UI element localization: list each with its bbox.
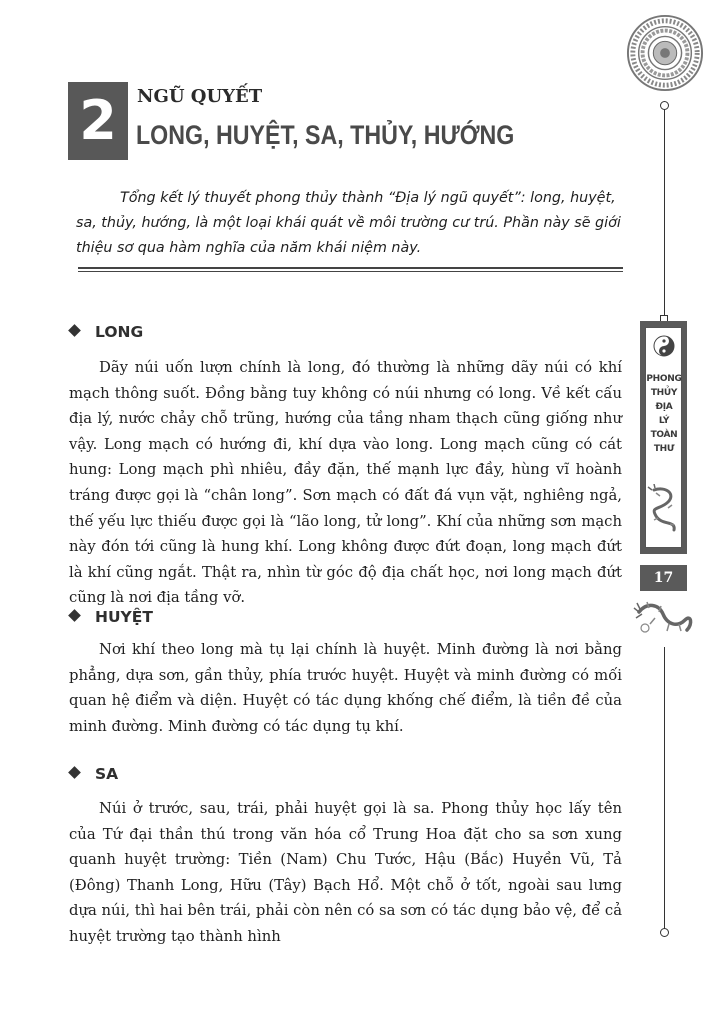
section-paragraph-huyet: Nơi khí theo long mà tụ lại chính là huyệt. Minh đường là nơi bằng phẳng, dựa sơn, gần thủy, phía trước huyệt. Huyệt và minh đường có mối quan hệ điểm và diện. Huyệt có tác dụng khống chế điểm, là tiền đề của minh đường. Minh đường có tác dụng tụ khí. <box>69 641 622 735</box>
margin-dot-icon <box>660 928 669 937</box>
side-book-title <box>644 372 684 456</box>
chapter-number: 2 <box>68 82 128 160</box>
section-paragraph-sa: Núi ở trước, sau, trái, phải huyệt gọi là sa. Phong thủy học lấy tên của Tứ đại thần thú trong văn hóa cổ Trung Hoa đặt cho sa sơn xung quanh huyệt trường: Tiền (Nam) Chu Tước, Hậu (Bắc) Huyền Vũ, Tả (Đông) Thanh Long, Hữu (Tây) Bạch Hổ. Một chỗ ở tốt, ngoài sau lưng dựa núi, thì hai bên trái, phải còn nên có sa sơn có tác dụng bảo vệ, để cả huyệt trường tạo thành hình <box>69 800 623 945</box>
diamond-bullet-icon <box>68 324 81 337</box>
side-title-line: THƯ <box>653 444 675 454</box>
intro-paragraph: Tổng kết lý thuyết phong thủy thành “Địa lý ngũ quyết”: long, huyệt, sa, thủy, hướng, là một loại khái quát về môi trường cư trú. Phần này sẽ giới thiệu sơ qua hàm nghĩa của năm khái niệm này. <box>76 190 621 256</box>
side-title-line: ĐỊA <box>655 402 673 412</box>
section-heading-label: HUYỆT <box>95 608 153 626</box>
chapter-title: LONG, HUYỆT, SA, THỦY, HƯỚNG <box>136 120 515 150</box>
chapter-subtitle: NGŨ QUYẾT <box>137 86 263 107</box>
yin-yang-icon <box>653 335 675 357</box>
ornamental-seal-icon <box>626 14 704 92</box>
section-heading-long <box>70 323 143 341</box>
dragon-ornament-icon <box>646 484 682 536</box>
intro-divider <box>78 267 623 269</box>
side-title-line: PHONG <box>646 374 682 384</box>
margin-dot-icon <box>660 101 669 110</box>
diamond-bullet-icon <box>68 766 81 779</box>
side-title-line: TOÀN <box>650 430 678 440</box>
intro-divider-thin <box>78 271 623 272</box>
diamond-bullet-icon <box>68 609 81 622</box>
section-heading-sa <box>70 765 118 783</box>
page-number: 17 <box>640 565 687 591</box>
side-title-line: THỦY <box>650 388 678 398</box>
section-paragraph-long: Dãy núi uốn lượn chính là long, đó thường là những dãy núi có khí mạch thông suốt. Đồng bằng tuy không có núi nhưng có long. Về kết cấu địa lý, nước chảy chỗ trũng, hướng của tầng nham thạch cũng giống như vậy. Long mạch có hướng đi, khí dựa vào long. Long mạch cũng có cát hung: Long mạch phì nhiêu, đầy đặn, thế mạnh lực đầy, hùng vĩ hoành tráng được gọi là “chân long”. Sơn mạch có đất đá vụn vặt, nghiêng ngả, thế yếu lực thiếu được gọi là “lão long, tử long”. Khí của những sơn mạch này đón tới cũng là hung khí. Long không được đứt đoạn, long mạch đứt là khí cũng ngắt. Thật ra, nhìn từ góc độ địa chất học, nơi long mạch đứt cũng là nơi địa tầng vỡ. <box>69 359 622 607</box>
margin-line-top <box>664 108 665 319</box>
side-title-line: LÝ <box>658 416 670 426</box>
margin-line-bottom <box>664 647 665 929</box>
section-heading-huyet <box>70 608 153 626</box>
section-heading-label: SA <box>95 765 119 783</box>
section-heading-label: LONG <box>95 323 144 341</box>
dragon-ornament-icon <box>633 598 695 640</box>
